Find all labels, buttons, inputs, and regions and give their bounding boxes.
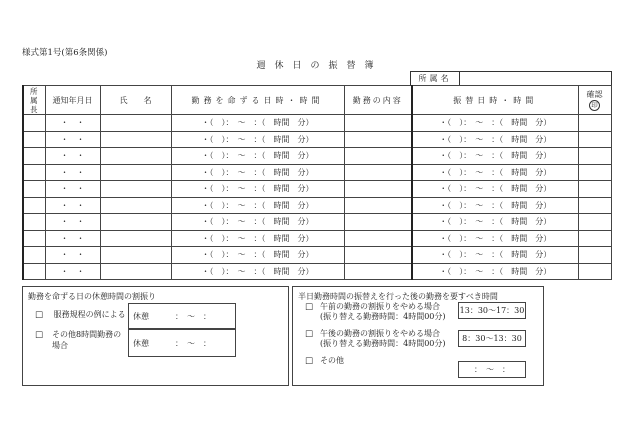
- confirm-cell[interactable]: [578, 247, 611, 264]
- work-content-cell[interactable]: [344, 263, 412, 280]
- work-datetime-cell[interactable]: ・（ ）： ～ ：（ 時間 分）: [171, 115, 344, 132]
- confirm-cell[interactable]: [578, 197, 611, 214]
- table-row: [23, 247, 611, 264]
- table-row: [23, 131, 611, 148]
- afternoon-time-field[interactable]: 8：30～13：30: [458, 330, 526, 347]
- name-cell[interactable]: [100, 115, 171, 132]
- name-cell[interactable]: [100, 214, 171, 231]
- break-time-field-1[interactable]: [128, 303, 236, 329]
- swap-datetime-cell[interactable]: ・（ ）： ～ ：（ 時間 分）: [412, 247, 578, 264]
- option-standard-rule: [35, 309, 126, 321]
- department-value-field[interactable]: [460, 72, 611, 86]
- header-swap-datetime: 振替日時・時間: [412, 86, 578, 115]
- work-content-cell[interactable]: [344, 247, 412, 264]
- break-time-allocation-box: [22, 286, 289, 386]
- notify-date-cell[interactable]: ・ ・: [45, 164, 100, 181]
- confirm-cell[interactable]: [578, 148, 611, 165]
- work-datetime-cell[interactable]: ・（ ）： ～ ：（ 時間 分）: [171, 230, 344, 247]
- department-label: 所属名: [411, 72, 460, 86]
- option-other-label: その他: [320, 356, 344, 365]
- break-field-2-label: 休憩: [133, 339, 149, 348]
- option-morning-label: 午前の勤務の割振りをやめる場合: [320, 302, 440, 311]
- work-datetime-cell[interactable]: ・（ ）： ～ ：（ 時間 分）: [171, 181, 344, 198]
- other-time-field[interactable]: ： ～ ：: [458, 361, 526, 378]
- form-number-label: 様式第1号(第6条関係): [22, 48, 108, 58]
- approver-cell[interactable]: [23, 164, 45, 181]
- approver-cell[interactable]: [23, 247, 45, 264]
- approver-cell[interactable]: [23, 115, 45, 132]
- work-content-cell[interactable]: [344, 197, 412, 214]
- confirm-cell[interactable]: [578, 263, 611, 280]
- work-content-cell[interactable]: [344, 148, 412, 165]
- table-row: [23, 230, 611, 247]
- form-title: 週 休 日 の 振 替 簿: [256, 61, 374, 71]
- checkbox-afternoon[interactable]: □: [305, 329, 314, 339]
- header-work-content: 勤務の内容: [344, 86, 412, 115]
- table-row: [23, 263, 611, 280]
- name-cell[interactable]: [100, 247, 171, 264]
- header-confirm: [578, 86, 611, 115]
- table-body: [23, 115, 611, 280]
- notify-date-cell[interactable]: ・ ・: [45, 181, 100, 198]
- table-row: [23, 148, 611, 165]
- option-afternoon-label: 午後の勤務の割振りをやめる場合: [320, 329, 440, 338]
- option-morning: [305, 301, 313, 313]
- notify-date-cell[interactable]: ・ ・: [45, 131, 100, 148]
- table-row: [23, 197, 611, 214]
- approver-cell[interactable]: [23, 263, 45, 280]
- swap-datetime-cell[interactable]: ・（ ）： ～ ：（ 時間 分）: [412, 214, 578, 231]
- notify-date-cell[interactable]: ・ ・: [45, 148, 100, 165]
- break-time-box-title: 勤務を命ずる日の休憩時間の割振り: [28, 292, 156, 301]
- half-day-swap-box: [292, 286, 544, 386]
- approver-cell[interactable]: [23, 181, 45, 198]
- option-other-8h: [35, 329, 43, 341]
- approver-cell[interactable]: [23, 214, 45, 231]
- break-field-1-value: ： ～ ：: [175, 312, 211, 321]
- notify-date-cell[interactable]: ・ ・: [45, 197, 100, 214]
- notify-date-cell[interactable]: ・ ・: [45, 115, 100, 132]
- option-other: [305, 355, 313, 367]
- option-morning-sub: (振り替える勤務時間：4時間00分): [320, 312, 446, 321]
- approver-cell[interactable]: [23, 148, 45, 165]
- confirm-cell[interactable]: [578, 181, 611, 198]
- swap-datetime-cell[interactable]: ・（ ）： ～ ：（ 時間 分）: [412, 230, 578, 247]
- header-notify-date: 通知年月日: [45, 86, 100, 115]
- swap-datetime-cell[interactable]: ・（ ）： ～ ：（ 時間 分）: [412, 148, 578, 165]
- swap-datetime-cell[interactable]: ・（ ）： ～ ：（ 時間 分）: [412, 263, 578, 280]
- break-field-2-value: ： ～ ：: [175, 339, 211, 348]
- work-datetime-cell[interactable]: ・（ ）： ～ ：（ 時間 分）: [171, 148, 344, 165]
- option-standard-rule-label: 服務規程の例による: [53, 310, 126, 319]
- header-approver: [23, 86, 45, 115]
- half-day-box-title: 半日勤務時間の振替えを行った後の勤務を要すべき時間: [298, 292, 498, 301]
- work-content-cell[interactable]: [344, 131, 412, 148]
- name-cell[interactable]: [100, 197, 171, 214]
- work-datetime-cell[interactable]: ・（ ）： ～ ：（ 時間 分）: [171, 197, 344, 214]
- approver-cell[interactable]: [23, 197, 45, 214]
- name-cell[interactable]: [100, 164, 171, 181]
- option-afternoon: [305, 328, 313, 340]
- swap-datetime-cell[interactable]: ・（ ）： ～ ：（ 時間 分）: [412, 131, 578, 148]
- option-other-8h-label: その他8時間勤務の 場合: [52, 330, 122, 350]
- work-content-cell[interactable]: [344, 115, 412, 132]
- table-row: [23, 115, 611, 132]
- name-cell[interactable]: [100, 131, 171, 148]
- header-approver-label: 所属長: [30, 86, 39, 114]
- notify-date-cell[interactable]: ・ ・: [45, 230, 100, 247]
- swap-datetime-cell[interactable]: ・（ ）： ～ ：（ 時間 分）: [412, 197, 578, 214]
- notify-date-cell[interactable]: ・ ・: [45, 263, 100, 280]
- notify-date-cell[interactable]: ・ ・: [45, 247, 100, 264]
- header-name: 氏 名: [100, 86, 171, 115]
- confirm-cell[interactable]: [578, 214, 611, 231]
- department-box: [410, 71, 612, 86]
- table-header-row: [23, 86, 611, 115]
- checkbox-morning[interactable]: □: [305, 302, 314, 312]
- work-datetime-cell[interactable]: ・（ ）： ～ ：（ 時間 分）: [171, 247, 344, 264]
- table-row: [23, 181, 611, 198]
- table-row: [23, 164, 611, 181]
- work-datetime-cell[interactable]: ・（ ）： ～ ：（ 時間 分）: [171, 263, 344, 280]
- swap-datetime-cell[interactable]: ・（ ）： ～ ：（ 時間 分）: [412, 181, 578, 198]
- confirm-cell[interactable]: [578, 230, 611, 247]
- checkbox-other-8h[interactable]: □: [35, 330, 44, 340]
- work-datetime-cell[interactable]: ・（ ）： ～ ：（ 時間 分）: [171, 214, 344, 231]
- checkbox-standard-rule[interactable]: □: [35, 310, 44, 320]
- notify-date-cell[interactable]: ・ ・: [45, 214, 100, 231]
- work-content-cell[interactable]: [344, 230, 412, 247]
- confirm-cell[interactable]: [578, 115, 611, 132]
- swap-datetime-cell[interactable]: ・（ ）： ～ ：（ 時間 分）: [412, 115, 578, 132]
- swap-datetime-cell[interactable]: ・（ ）： ～ ：（ 時間 分）: [412, 164, 578, 181]
- checkbox-other[interactable]: □: [305, 356, 314, 366]
- break-time-field-2[interactable]: [128, 329, 236, 357]
- work-content-cell[interactable]: [344, 214, 412, 231]
- option-afternoon-sub: (振り替える勤務時間：4時間00分): [320, 339, 446, 348]
- confirm-cell[interactable]: [578, 164, 611, 181]
- header-work-datetime: 勤務を命ずる日時・時間: [171, 86, 344, 115]
- swap-record-table: [22, 85, 612, 280]
- confirm-cell[interactable]: [578, 131, 611, 148]
- work-datetime-cell[interactable]: ・（ ）： ～ ：（ 時間 分）: [171, 131, 344, 148]
- work-content-cell[interactable]: [344, 164, 412, 181]
- seal-mark: 印: [589, 100, 600, 111]
- work-content-cell[interactable]: [344, 181, 412, 198]
- name-cell[interactable]: [100, 230, 171, 247]
- name-cell[interactable]: [100, 148, 171, 165]
- name-cell[interactable]: [100, 181, 171, 198]
- approver-cell[interactable]: [23, 230, 45, 247]
- approver-cell[interactable]: [23, 131, 45, 148]
- work-datetime-cell[interactable]: ・（ ）： ～ ：（ 時間 分）: [171, 164, 344, 181]
- morning-time-field[interactable]: 13：30～17：30: [458, 302, 526, 319]
- break-field-1-label: 休憩: [133, 312, 149, 321]
- table-row: [23, 214, 611, 231]
- name-cell[interactable]: [100, 263, 171, 280]
- header-confirm-label: 確認: [586, 90, 603, 99]
